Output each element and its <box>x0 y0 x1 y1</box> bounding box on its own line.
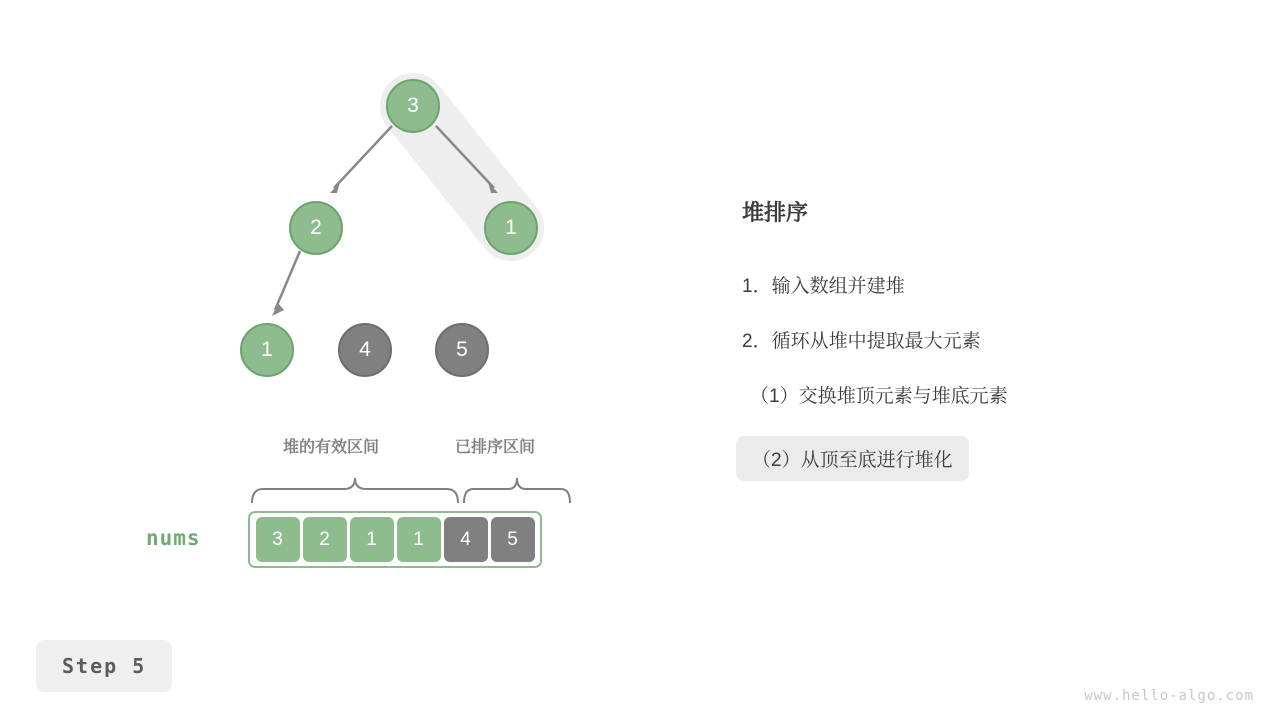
tree-node-value: 4 <box>359 338 371 361</box>
panel-title: 堆排序 <box>742 200 809 225</box>
step-badge: Step 5 <box>36 640 172 692</box>
algorithm-step-2-1: （1）交换堆顶元素与堆底元素 <box>750 386 1008 407</box>
tree-node-value: 1 <box>261 338 273 361</box>
edge-left-leftchild <box>272 251 300 316</box>
sorted-range-label: 已排序区间 <box>455 439 536 456</box>
tree-node-value: 2 <box>310 216 322 239</box>
algorithm-step-2: 2．循环从堆中提取最大元素 <box>742 331 981 352</box>
array-cell <box>256 517 300 562</box>
array-cell-value: 4 <box>460 528 471 550</box>
heap-range-label: 堆的有效区间 <box>283 439 380 456</box>
tree-node <box>338 323 392 377</box>
watermark: www.hello-algo.com <box>1084 688 1254 704</box>
tree-node <box>386 79 440 133</box>
tree-node <box>435 323 489 377</box>
range-brackets <box>252 478 570 503</box>
array-name-label: nums <box>146 526 201 550</box>
array-cell <box>303 517 347 562</box>
array-cell-value: 1 <box>366 528 377 550</box>
tree-node-value: 3 <box>407 94 419 117</box>
tree-node-value: 5 <box>456 338 468 361</box>
array-cell <box>397 517 441 562</box>
array-cell <box>444 517 488 562</box>
tree-node <box>240 323 294 377</box>
array-cell <box>491 517 535 562</box>
array-cell-value: 1 <box>413 528 424 550</box>
tree-node <box>289 201 343 255</box>
edge-root-left <box>330 126 392 193</box>
edge-root-right <box>436 126 498 193</box>
algorithm-step-1: 1．输入数组并建堆 <box>742 276 905 297</box>
tree-node <box>484 201 538 255</box>
array-cell-value: 5 <box>507 528 518 550</box>
array-cell <box>350 517 394 562</box>
algorithm-panel <box>742 196 1242 499</box>
array-container <box>248 511 542 568</box>
tree-node-value: 1 <box>505 216 517 239</box>
array-cell-value: 3 <box>272 528 283 550</box>
algorithm-step-2-2: （2）从顶至底进行堆化 <box>736 436 969 481</box>
array-cell-value: 2 <box>319 528 330 550</box>
